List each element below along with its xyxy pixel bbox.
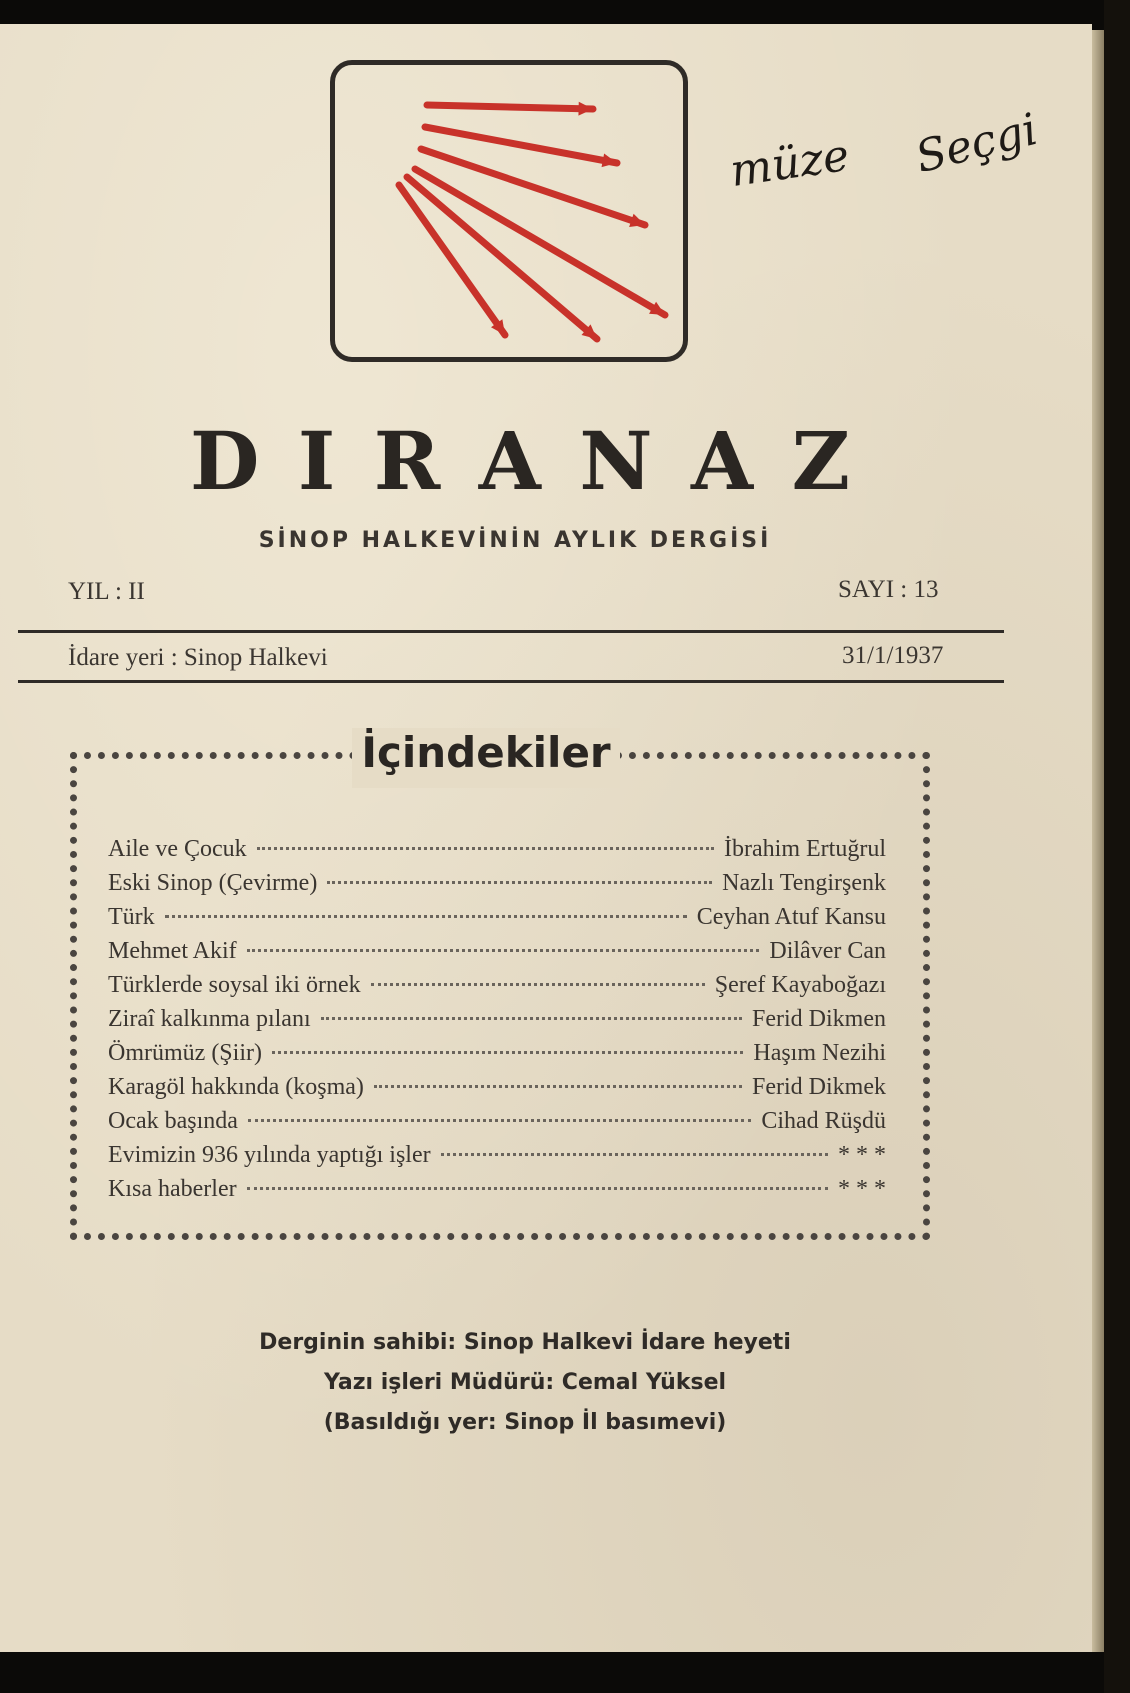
- toc-leader-dots: [248, 1119, 751, 1122]
- title-letter: D: [190, 414, 260, 508]
- top-rule: [18, 630, 1004, 633]
- toc-entry: [108, 972, 886, 1006]
- handwritten-note-word-2: Seçgi: [910, 103, 1043, 184]
- logo-arrow-line: [427, 105, 593, 109]
- toc-leader-dots: [257, 847, 714, 850]
- volume-year: YIL : II: [68, 578, 145, 605]
- title-letter: A: [690, 414, 754, 508]
- toc-entry-author: İbrahim Ertuğrul: [724, 836, 886, 862]
- toc-leader-dots: [247, 1187, 828, 1190]
- toc-entry-author: * * *: [838, 1176, 886, 1202]
- toc-entry-title: Türklerde soysal iki örnek: [108, 972, 361, 998]
- logo-arrow-head: [578, 102, 593, 116]
- title-letter: A: [478, 414, 541, 508]
- contents-heading: İçindekiler: [361, 728, 611, 777]
- issue-number: SAYI : 13: [838, 576, 939, 603]
- toc-entry-author: Şeref Kayaboğazı: [714, 972, 886, 998]
- toc-entry-title: Eski Sinop (Çevirme): [108, 870, 318, 896]
- logo-arrow-head: [629, 214, 645, 227]
- toc-entry: [108, 836, 886, 870]
- handwritten-note-word-1: müze: [727, 129, 853, 198]
- magazine-title: [190, 414, 850, 508]
- toc-entry: [108, 1176, 886, 1210]
- logo-frame: [330, 60, 688, 362]
- toc-entry-title: Ziraî kalkınma pılanı: [108, 1006, 311, 1032]
- colophon-owner: Derginin sahibi: Sinop Halkevi İdare heyeti: [259, 1330, 791, 1355]
- toc-entry-author: Dilâver Can: [769, 938, 886, 964]
- radiating-arrows-icon: [335, 65, 683, 357]
- title-letter: N: [579, 414, 653, 508]
- title-letter: R: [373, 414, 441, 508]
- toc-leader-dots: [327, 881, 712, 884]
- toc-entry-title: Türk: [108, 904, 155, 930]
- toc-entry-author: Nazlı Tengirşenk: [722, 870, 886, 896]
- toc-entry-author: Cihad Rüşdü: [761, 1108, 886, 1134]
- toc-leader-dots: [165, 915, 687, 918]
- toc-entry-title: Kısa haberler: [108, 1176, 237, 1202]
- issue-date: 31/1/1937: [842, 642, 944, 669]
- toc-entry-author: * * *: [838, 1142, 886, 1168]
- page-edge: [1092, 30, 1104, 1652]
- logo-arrow-line: [399, 185, 505, 335]
- toc-entry-author: Haşım Nezihi: [753, 1040, 886, 1066]
- toc-leader-dots: [272, 1051, 743, 1054]
- toc-leader-dots: [374, 1085, 742, 1088]
- toc-leader-dots: [247, 949, 760, 952]
- toc-entry: [108, 870, 886, 904]
- title-letter: I: [297, 414, 336, 508]
- toc-entry: [108, 1074, 886, 1108]
- toc-entry-title: Aile ve Çocuk: [108, 836, 247, 862]
- toc-entry-title: Mehmet Akif: [108, 938, 237, 964]
- toc-entry: [108, 1040, 886, 1074]
- title-letter: Z: [791, 414, 850, 508]
- toc-entry-title: Evimizin 936 yılında yaptığı işler: [108, 1142, 431, 1168]
- colophon-editor: Yazı işleri Müdürü: Cemal Yüksel: [323, 1370, 727, 1395]
- admin-address: İdare yeri : Sinop Halkevi: [68, 644, 328, 671]
- bottom-rule: [18, 680, 1004, 683]
- colophon-printer: (Basıldığı yer: Sinop İl basımevi): [323, 1410, 727, 1435]
- toc-entry: [108, 1142, 886, 1176]
- toc-leader-dots: [321, 1017, 742, 1020]
- toc-entry-author: Ceyhan Atuf Kansu: [696, 904, 886, 930]
- binding-spine: [1104, 0, 1130, 1693]
- magazine-subtitle: SİNOP HALKEVİNİN AYLIK DERGİSİ: [258, 528, 772, 553]
- toc-entry-title: Ömrümüz (Şiir): [108, 1040, 262, 1066]
- toc-entry-title: Karagöl hakkında (koşma): [108, 1074, 364, 1100]
- toc-entry-title: Ocak başında: [108, 1108, 238, 1134]
- toc-leader-dots: [441, 1153, 828, 1156]
- toc-entry: [108, 1006, 886, 1040]
- toc-entry: [108, 1108, 886, 1142]
- toc-entry-author: Ferid Dikmek: [752, 1074, 886, 1100]
- toc-leader-dots: [371, 983, 705, 986]
- toc-entry: [108, 938, 886, 972]
- toc-entry-author: Ferid Dikmen: [752, 1006, 886, 1032]
- toc-entry: [108, 904, 886, 938]
